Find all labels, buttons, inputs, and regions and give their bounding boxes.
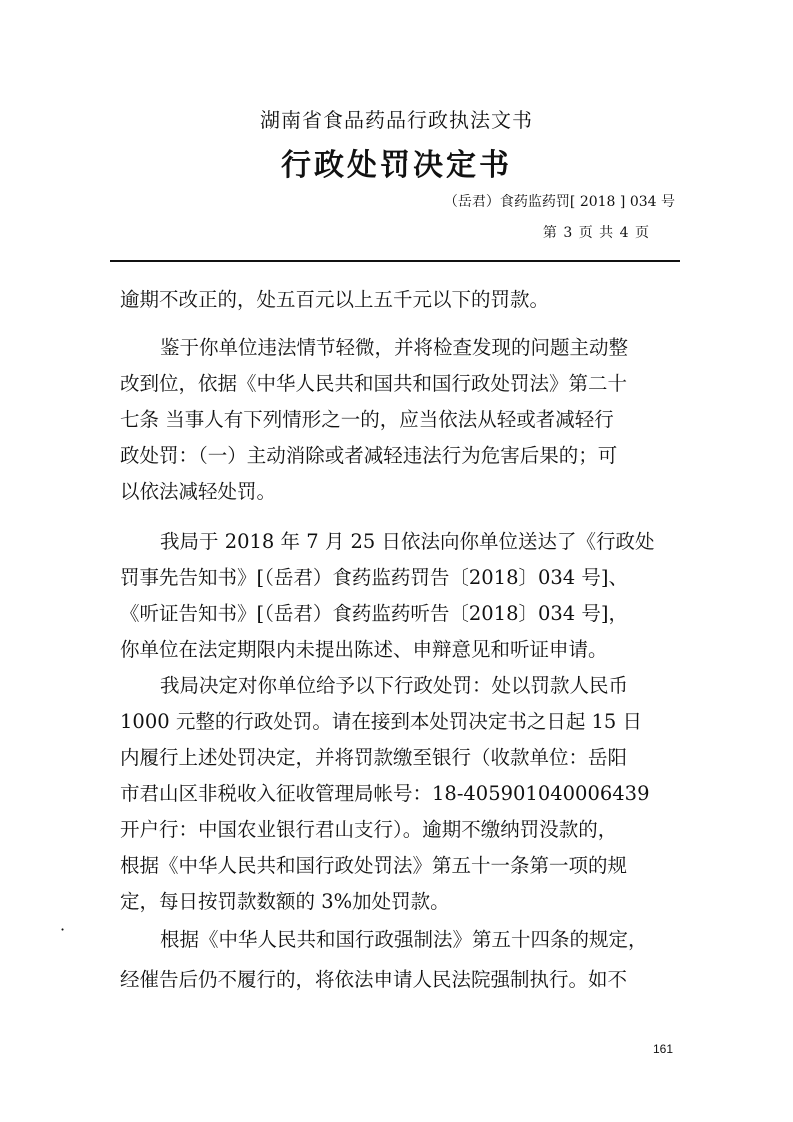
body-line: 1000 元整的行政处罚。请在接到本处罚决定书之日起 15 日 xyxy=(120,710,643,733)
document-body xyxy=(120,284,675,1000)
document-number: （岳君）食药监药罚[ 2018 ] 034 号 xyxy=(443,194,675,210)
body-line: 根据《中华人民共和国行政处罚法》第五十一条第一项的规 xyxy=(120,854,628,877)
body-line: 市君山区非税收入征收管理局帐号：18-405901040006439 xyxy=(120,782,650,805)
body-line: 《听证告知书》[（岳君）食药监药听告〔2018〕034 号]， xyxy=(120,602,629,625)
body-line: 开户行：中国农业银行君山支行）。逾期不缴纳罚没款的， xyxy=(120,818,618,841)
body-line: 你单位在法定期限内未提出陈述、申辩意见和听证申请。 xyxy=(120,638,608,661)
body-line: 定，每日按罚款数额的 3%加处罚款。 xyxy=(120,890,450,913)
body-line: 政处罚：（一）主动消除或者减轻违法行为危害后果的；可 xyxy=(120,444,618,467)
body-line: 鉴于你单位违法情节轻微，并将检查发现的问题主动整 xyxy=(160,336,629,359)
body-line: 七条 当事人有下列情形之一的，应当依法从轻或者减轻行 xyxy=(120,408,614,431)
paragraph-gap xyxy=(120,510,675,524)
header-divider xyxy=(110,260,680,262)
body-line: 根据《中华人民共和国行政强制法》第五十四条的规定， xyxy=(160,928,648,951)
margin-dot: · xyxy=(60,920,66,939)
body-line: 经催告后仍不履行的，将依法申请人民法院强制执行。如不 xyxy=(120,968,628,991)
body-line: 逾期不改正的，处五百元以上五千元以下的罚款。 xyxy=(120,288,550,311)
body-line: 以依法减轻处罚。 xyxy=(120,480,277,503)
body-line: 改到位，依据《中华人民共和国共和国行政处罚法》第二十 xyxy=(120,372,628,395)
body-line: 我局于 2018 年 7 月 25 日依法向你单位送达了《行政处 xyxy=(160,530,655,553)
body-line: 我局决定对你单位给予以下行政处罚：处以罚款人民币 xyxy=(160,674,629,697)
page-info: 第 3 页 共 4 页 xyxy=(542,225,649,241)
document-title: 行政处罚决定书 xyxy=(281,148,512,183)
body-line: 内履行上述处罚决定，并将罚款缴至银行（收款单位：岳阳 xyxy=(120,746,628,769)
document-subtitle: 湖南省食品药品行政执法文书 xyxy=(260,108,533,132)
page-number: 161 xyxy=(652,1042,673,1056)
body-line: 罚事先告知书》[（岳君）食药监药罚告〔2018〕034 号]、 xyxy=(120,566,629,589)
